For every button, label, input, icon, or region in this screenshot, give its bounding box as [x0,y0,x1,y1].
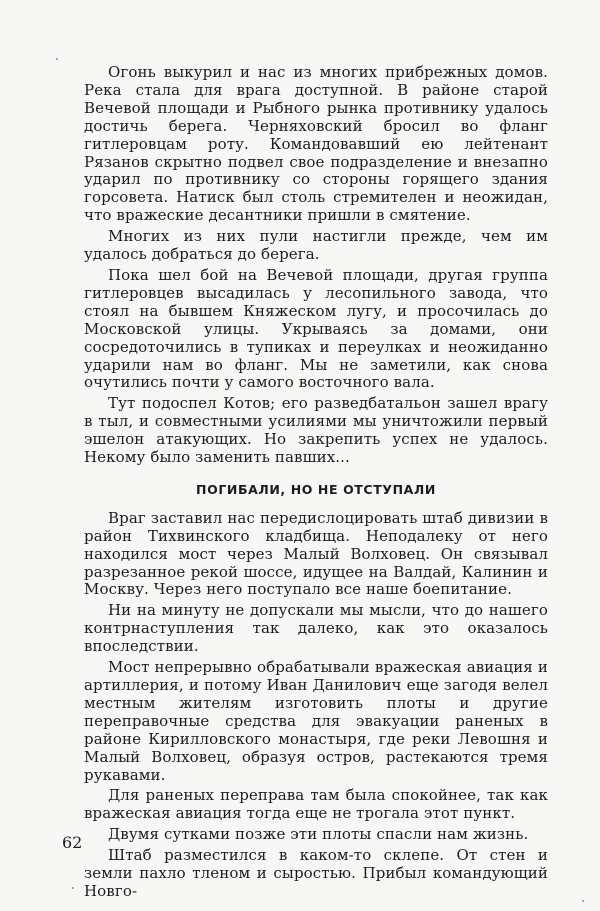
scan-speck [56,58,58,60]
paragraph: Двумя сутками позже эти плоты спасли нам жизнь. [108,825,529,844]
scan-speck [72,887,74,889]
paragraph: Огонь выкурил и нас из многих прибрежных домов. Река стала для врага доступной. В районе старой Вечевой площади и Рыбного рынка противнику удалось достичь берега. Черняховский бросил во фланг гитлеровцам роту. Командовавший ею лейтенант Рязанов скрытно подвел свое подразделение и внезапно ударил по противнику со стороны горящего здания горсовета. Натиск был столь стремителен и неожидан, что вражеские десантники пришли в смятение. [84,63,548,225]
section-heading: ПОГИБАЛИ, НО НЕ ОТСТУПАЛИ [196,481,436,497]
paragraph: Враг заставил нас передислоцировать штаб дивизии в район Тихвинского кладбища. Неподалеку от него находился мост через Малый Волховец. Он связывал разрезанное рекой шоссе, идущее на Валдай, Калинин и Москву. Через него поступало все наше боепитание. [84,508,548,599]
body-text [84,64,548,901]
paragraph: Штаб разместился в каком-то склепе. От стен и земли пахло тленом и сыростью. Прибыл командующий Новго- [84,846,548,900]
paragraph: Для раненых переправа там была спокойнее, так как вражеская авиация тогда еще не трогала этот пункт. [84,786,548,823]
paragraph: Тут подоспел Котов; его разведбатальон зашел врагу в тыл, и совместными усилиями мы уничтожили первый эшелон атакующих. Но закрепить успех не удалось. Некому было заменить павших... [84,394,548,467]
page-number: 62 [62,833,83,852]
paragraph: Многих из них пули настигли прежде, чем им удалось добраться до берега. [84,227,548,264]
paragraph: Мост непрерывно обрабатывали вражеская авиация и артиллерия, и потому Иван Данилович еще загодя велел местным жителям изготовить плоты и другие переправочные средства для эвакуации раненых в районе Кирилловского монастыря, где реки Левошня и Малый Волховец, образуя остров, растекаются тремя рукавами. [84,658,548,784]
paragraph: Пока шел бой на Вечевой площади, другая группа гитлеровцев высадилась у лесопильного завода, что стоял на бывшем Княжеском лугу, и просочилась до Московской улицы. Укрываясь за домами, они сосредоточились в тупиках и переулках и неожиданно ударили нам во фланг. Мы не заметили, как снова очутились почти у самого восточного вала. [84,265,548,392]
scan-speck [582,900,584,902]
paragraph: Ни на минуту не допускали мы мысли, что до нашего контрнаступления так далеко, как это оказалось впоследствии. [84,601,548,656]
